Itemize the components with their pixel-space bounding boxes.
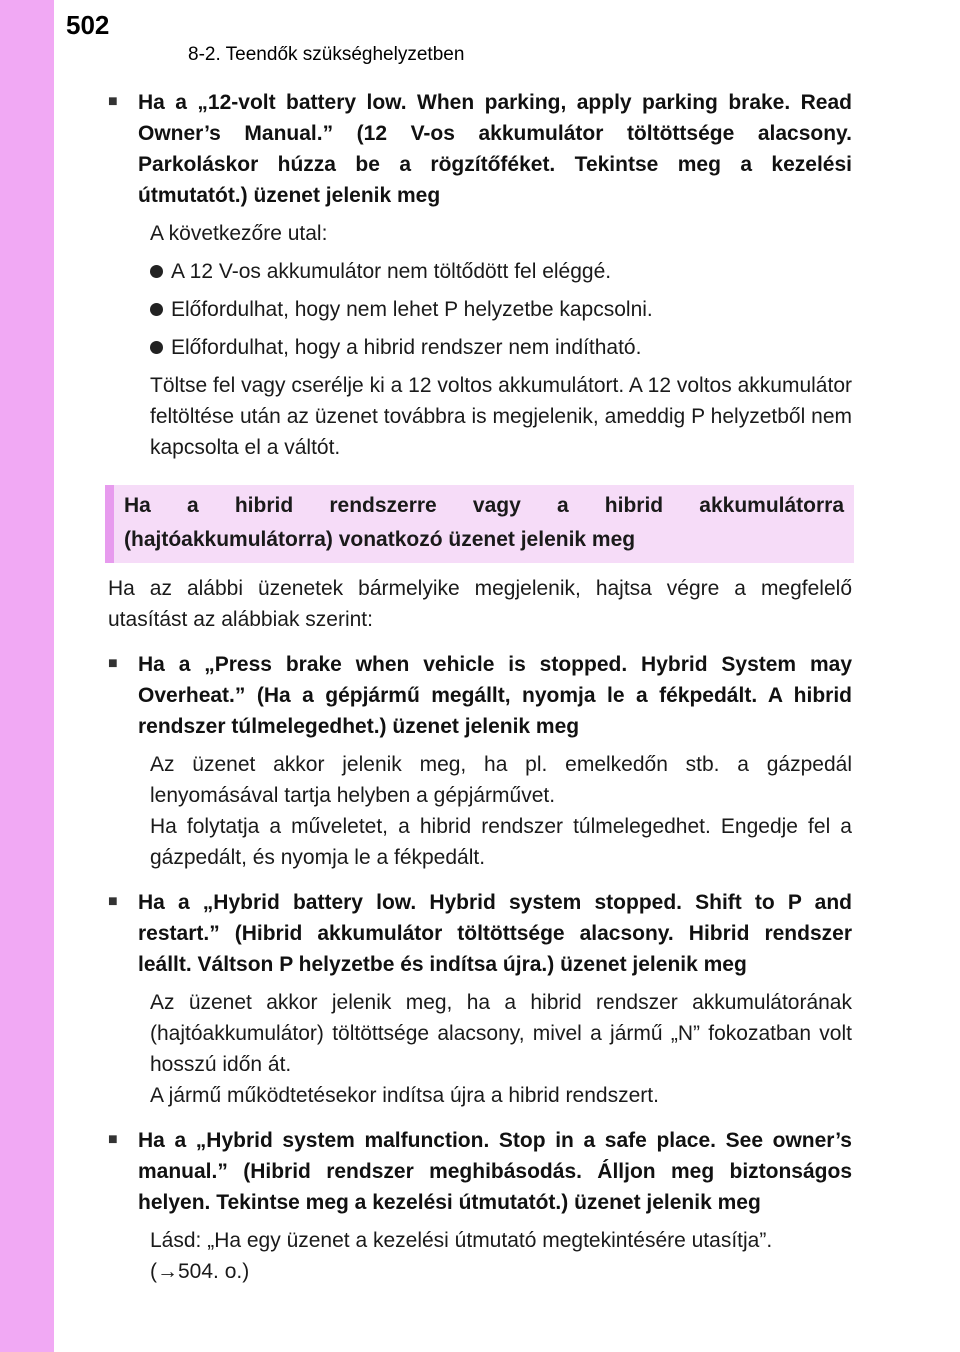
- item-body-hybrid-battery-low: [108, 987, 852, 1111]
- item-title-press-brake: ■ Ha a „Press brake when vehicle is stopped. Hybrid System may Overheat.” (Ha a gépjármű megállt, nyomja le a fékpedált. A hibrid rendszer túlmelegedhet.) üzenet jelenik meg: [108, 653, 852, 738]
- body-text: A jármű működtetésekor indítsa újra a hibrid rendszert.: [150, 1084, 659, 1107]
- body-text: Lásd: „Ha egy üzenet a kezelési útmutató megtekintésére utasítja”.: [150, 1229, 773, 1252]
- square-bullet-icon: ■: [108, 1131, 118, 1148]
- list-item: Előfordulhat, hogy nem lehet P helyzetbe kapcsolni.: [150, 294, 852, 325]
- square-bullet-icon: ■: [108, 893, 118, 910]
- page-content: [108, 87, 852, 1287]
- bullet-dot-icon: [150, 303, 163, 316]
- body-text: Töltse fel vagy cserélje ki a 12 voltos akkumulátort. A 12 voltos akkumulátor feltöltése után az üzenet továbbra is megjelenik, ameddig P helyzetből nem kapcsolta el a váltót.: [150, 374, 852, 459]
- body-text: Ha folytatja a műveletet, a hibrid rendszer túlmelegedhet. Engedje fel a gázpedált, és nyomja le a fékpedált.: [150, 815, 852, 869]
- section-header: 8-2. Teendők szükséghelyzetben: [188, 44, 465, 65]
- bullet-dot-icon: [150, 341, 163, 354]
- item-title-battery-low: ■ Ha a „12-volt battery low. When parking, apply parking brake. Read Owner’s Manual.” (12 V-os akkumulátor töltöttsége alacsony. Parkoláskor húzza be a rögzítőféket. Tekintse meg a kezelési útmutatót.) üzenet jelenik meg: [108, 91, 852, 207]
- item-title-hybrid-battery-low: ■ Ha a „Hybrid battery low. Hybrid system stopped. Shift to P and restart.” (Hibrid akkumulátor töltöttsége alacsony. Hibrid rendszer leállt. Váltson P helyzetbe és indítsa újra.) üzenet jelenik meg: [108, 891, 852, 976]
- list-item: Előfordulhat, hogy a hibrid rendszer nem indítható.: [150, 332, 852, 363]
- square-bullet-icon: ■: [108, 655, 118, 672]
- list-item: A 12 V-os akkumulátor nem töltődött fel eléggé.: [150, 256, 852, 287]
- item-body-battery-low: [108, 218, 852, 463]
- bullet-dot-icon: [150, 265, 163, 278]
- square-bullet-icon: ■: [108, 93, 118, 110]
- chapter-sidebar: [0, 0, 54, 1352]
- page-reference: [150, 1256, 852, 1287]
- page-number: 502: [66, 10, 110, 40]
- body-text: Az üzenet akkor jelenik meg, ha a hibrid rendszer akkumulátorának (hajtóakkumulátor) töltöttsége alacsony, mivel a jármű „N” fokozatban volt hosszú időn át.: [150, 991, 852, 1076]
- page-reference-link[interactable]: (→504. o.): [150, 1260, 250, 1283]
- item-body-press-brake: [108, 749, 852, 873]
- body-text: Az üzenet akkor jelenik meg, ha pl. emelkedőn stb. a gázpedál lenyomásával tartja helyben a gépjárművet.: [150, 753, 852, 807]
- item-body-hybrid-malfunction: [108, 1225, 852, 1287]
- item-title-hybrid-malfunction: ■ Ha a „Hybrid system malfunction. Stop in a safe place. See owner’s manual.” (Hibrid rendszer meghibásodás. Álljon meg biztonságos helyen. Tekintse meg a kezelési útmutatót.) üzenet jelenik meg: [108, 1129, 852, 1214]
- intro-paragraph: Ha az alábbi üzenetek bármelyike megjelenik, hajtsa végre a megfelelő utasítást az alábbiak szerint:: [108, 577, 852, 631]
- section-heading-box: Ha a hibrid rendszerre vagy a hibrid akkumulátorra (hajtóakkumulátorra) vonatkozó üzenet jelenik meg: [105, 485, 854, 563]
- intro-text: A következőre utal:: [150, 222, 328, 245]
